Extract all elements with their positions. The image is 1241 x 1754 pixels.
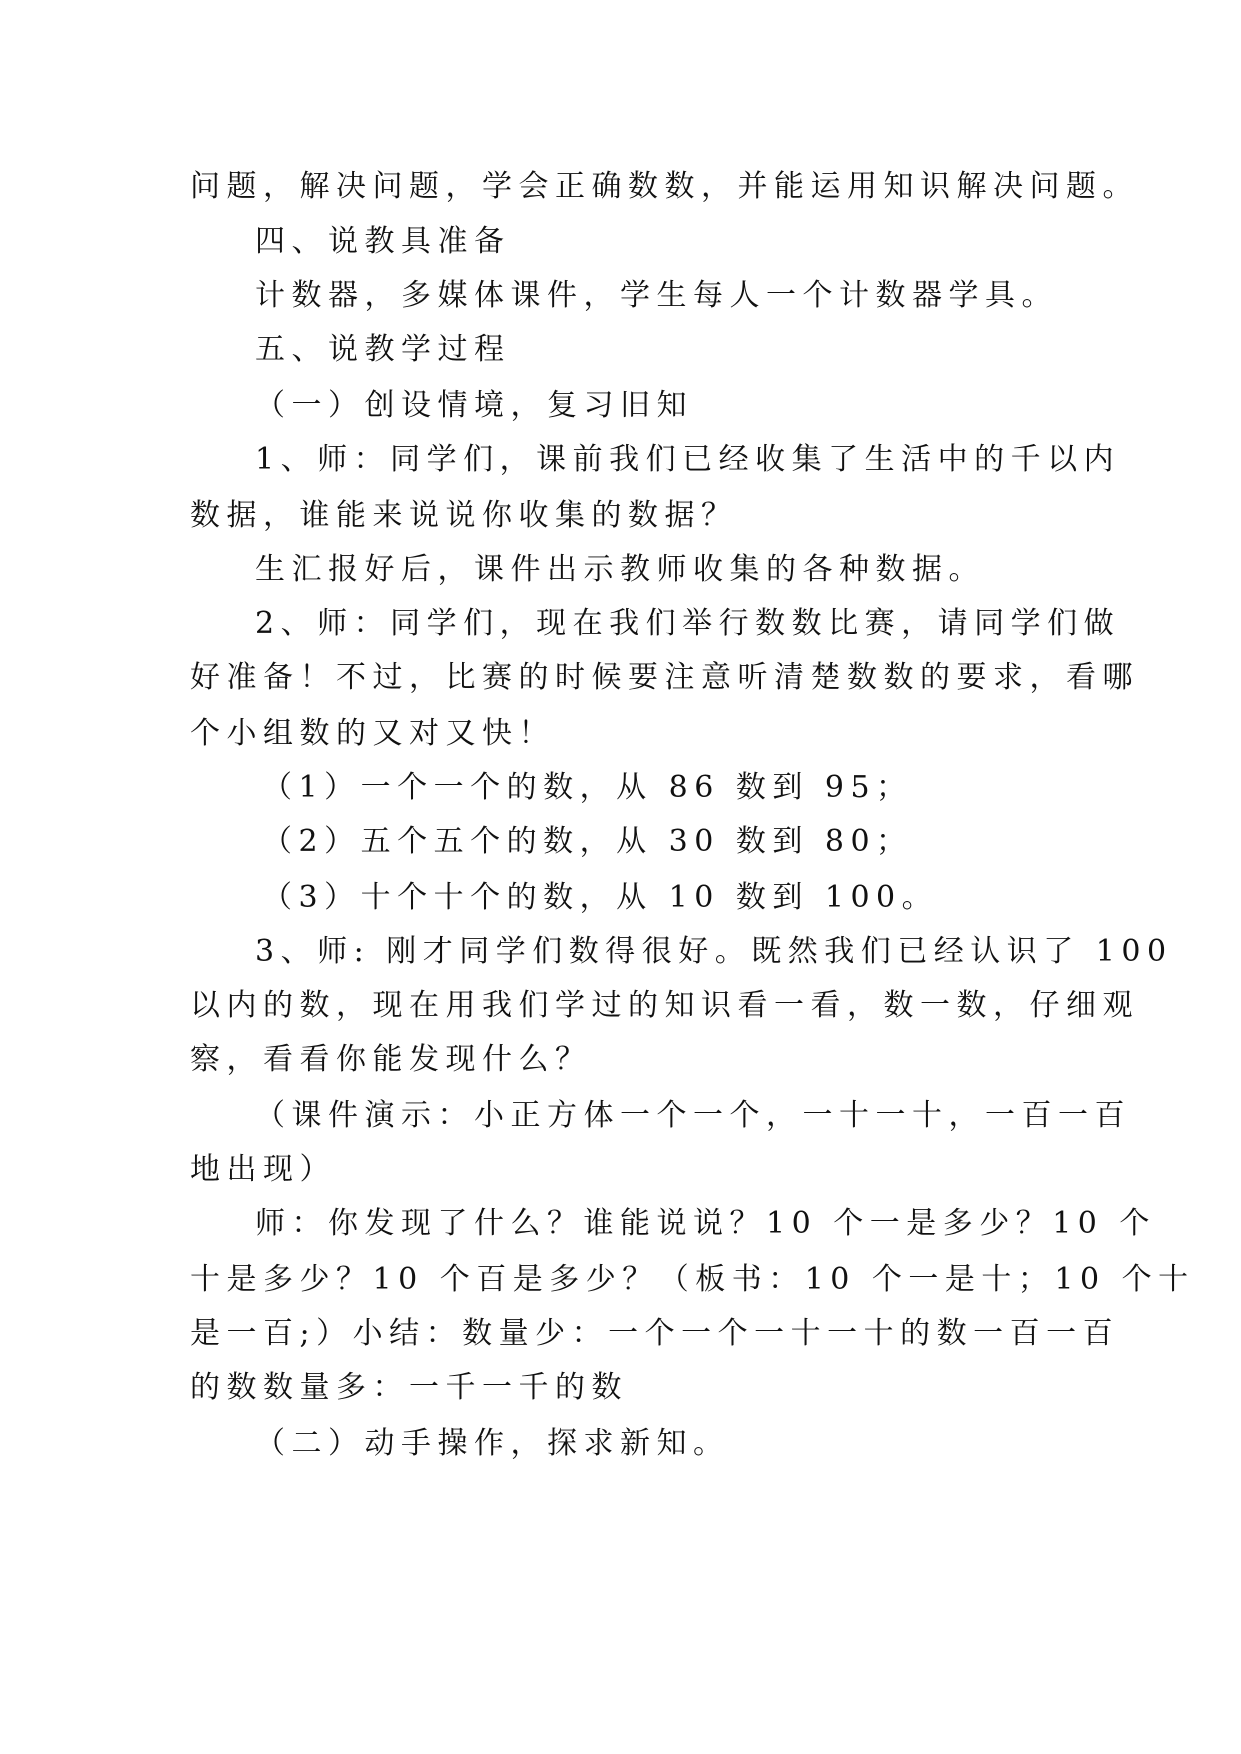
- paragraph-line: 的数数量多：一千一千的数: [190, 1370, 628, 1405]
- paragraph-line: 2、师：同学们，现在我们举行数数比赛，请同学们做: [255, 606, 1121, 641]
- paragraph-line: 问题，解决问题，学会正确数数，并能运用知识解决问题。: [190, 169, 1139, 204]
- section-heading: 五、说教学过程: [255, 332, 511, 367]
- paragraph-line: 计数器，多媒体课件，学生每人一个计数器学具。: [255, 278, 1058, 313]
- paragraph-line: 个小组数的又对又快！: [190, 716, 555, 751]
- section-heading: 四、说教具准备: [255, 224, 511, 259]
- paragraph-line: 好准备！不过，比赛的时候要注意听清楚数数的要求，看哪: [190, 660, 1139, 695]
- paragraph-line: 师：你发现了什么？谁能说说？10 个一是多少？10 个: [255, 1206, 1156, 1241]
- paragraph-line: 是一百;）小结：数量少：一个一个一十一十的数一百一百: [190, 1316, 1120, 1351]
- paragraph-line: （课件演示：小正方体一个一个，一十一十，一百一百: [255, 1098, 1131, 1133]
- paragraph-line: 1、师：同学们，课前我们已经收集了生活中的千以内: [255, 442, 1121, 477]
- paragraph-line: 生汇报好后，课件出示教师收集的各种数据。: [255, 552, 985, 587]
- list-item: （3）十个十个的数，从 10 数到 100。: [262, 880, 939, 915]
- paragraph-line: 察，看看你能发现什么？: [190, 1042, 592, 1077]
- paragraph-line: 地出现）: [190, 1152, 336, 1187]
- paragraph-line: 十是多少？10 个百是多少？（板书：10 个一是十；10 个十: [190, 1262, 1195, 1297]
- paragraph-line: 数据，谁能来说说你收集的数据？: [190, 498, 738, 533]
- paragraph-line: 以内的数，现在用我们学过的知识看一看，数一数，仔细观: [190, 988, 1139, 1023]
- paragraph-line: 3、师: 刚才同学们数得很好。既然我们已经认识了 100: [255, 934, 1173, 969]
- subsection-heading: （一）创设情境，复习旧知: [255, 388, 693, 423]
- list-item: （2）五个五个的数，从 30 数到 80；: [262, 824, 913, 859]
- subsection-heading: （二）动手操作，探求新知。: [255, 1426, 730, 1461]
- list-item: （1）一个一个的数，从 86 数到 95；: [262, 770, 913, 805]
